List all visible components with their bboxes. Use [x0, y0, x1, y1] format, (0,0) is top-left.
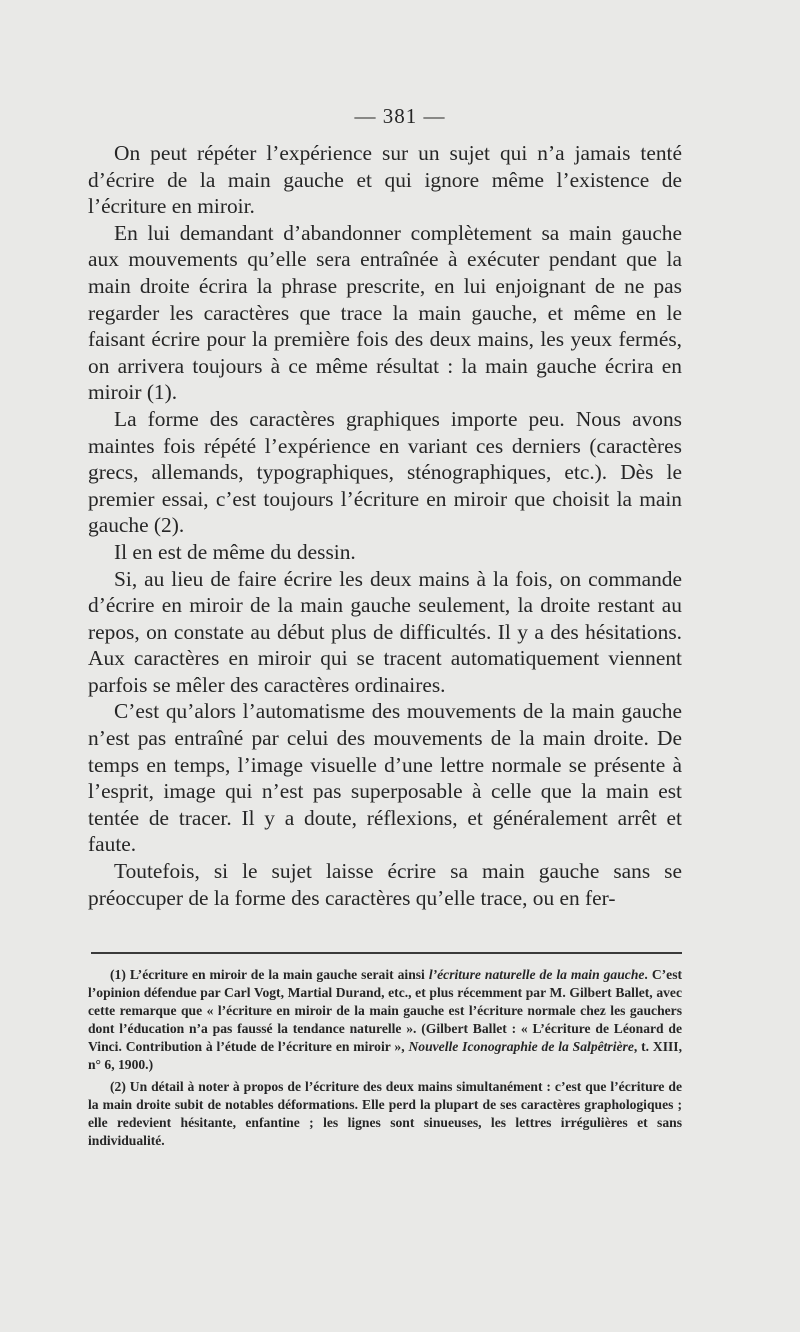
page-number: — 381 —: [354, 104, 446, 128]
paragraph: En lui demandant d’abandonner complètement sa main gauche aux mouvements qu’elle sera entraînée à exécuter pendant que la main droite écrira la phrase prescrite, en lui enjoignant de ne pas regarder les caractères que trace la main gauche, et même en le faisant écrire pour la première fois des deux mains, les yeux fermés, on arrivera toujours à ce même résultat : la main gauche écrira en miroir (1).: [88, 220, 682, 405]
footnote-2: (2) Un détail à noter à propos de l’écriture des deux mains simultanément : c’est que l’écriture de la main droite subit de notables déformations. Elle perd la plupart de ses caractères graphologiques ; elle redevient hésitante, enfantine ; les lignes sont sinueuses, les lettres irrégulières et sans individualité.: [88, 1078, 682, 1148]
footnote-1-text: . C’est l’opinion défendue par Carl Vogt, Martial Durand, etc., et plus récemment par M. Gilbert Ballet, avec cette remarque que « l’écriture en miroir de la main gauche est l’écriture normale chez les gauchers dont l’éducation n’a pas faussé la tendance naturelle ». (Gilbert Ballet : « L’écriture de Léonard de Vinci. Contribution à l’étude de l’écriture en miroir »,: [88, 967, 683, 1055]
footnote-divider: [91, 952, 682, 954]
footnote-1-italic: l’écriture naturelle de la main gauche: [428, 967, 645, 982]
paragraph: On peut répéter l’expérience sur un sujet qui n’a jamais tenté d’écrire de la main gauche et qui ignore même l’existence de l’écriture en miroir.: [88, 141, 682, 219]
paragraph: Si, au lieu de faire écrire les deux mains à la fois, on commande d’écrire en miroir de la main gauche seulement, la droite restant au repos, on constate au début plus de difficultés. Il y a des hésitations. Aux caractères en miroir qui se tracent automatiquement viennent parfois se mêler des caractères ordinaires.: [88, 566, 682, 697]
paragraph: Il en est de même du dessin.: [114, 539, 356, 564]
paragraph: La forme des caractères graphiques importe peu. Nous avons maintes fois répété l’expérience en variant ces derniers (caractères grecs, allemands, typographiques, sténographiques, etc.). Dès le premier essai, c’est toujours l’écriture en miroir que choisit la main gauche (2).: [88, 406, 682, 538]
paragraph: C’est qu’alors l’automatisme des mouvements de la main gauche n’est pas entraîné par celui des mouvements de la main droite. De temps en temps, l’image visuelle d’une lettre normale se présente à l’esprit, image qui n’est pas superposable à celle que la main est tentée de tracer. Il y a doute, réflexions, et généralement arrêt et faute.: [88, 699, 682, 857]
footnote-1: [88, 966, 682, 1075]
main-text: [88, 140, 682, 911]
footnote-1-text: , t. XIII, n° 6, 1900.): [88, 1039, 682, 1073]
footnotes: [88, 966, 682, 1153]
paragraph: Toutefois, si le sujet laisse écrire sa main gauche sans se préoccuper de la forme des caractères qu’elle trace, ou en fer-: [88, 859, 682, 910]
footnote-1-journal: Nouvelle Iconographie de la Salpêtrière: [408, 1039, 634, 1055]
footnote-1-text: (1) L’écriture en miroir de la main gauche serait ainsi: [110, 967, 429, 982]
